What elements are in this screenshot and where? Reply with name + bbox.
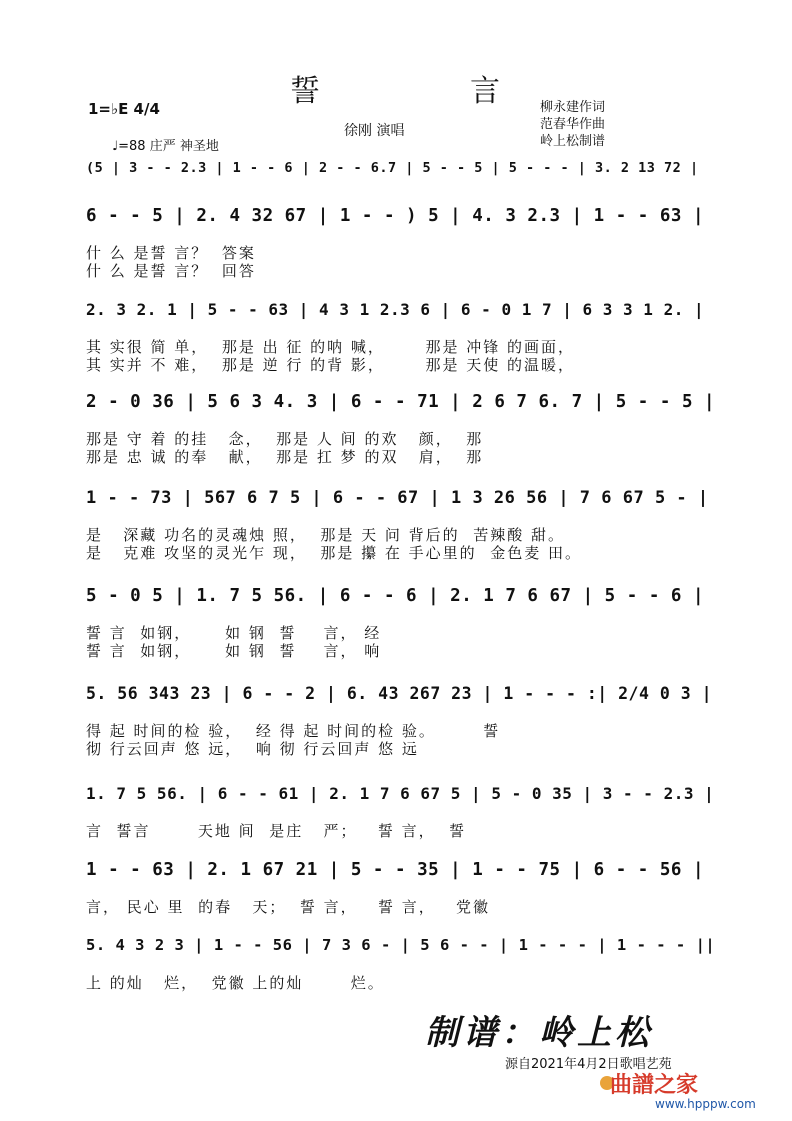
lyric-line-1: 誓 言 如钢， 如 钢 誓 言， 经	[86, 624, 382, 642]
notation-line: 6 - - 5 | 2. 4 32 67 | 1 - - ) 5 | 4. 3 2.3 | 1 - - 63 |	[86, 206, 705, 226]
lyric-line-1: 言， 民心 里 的春 天； 誓 言， 誓 言， 党徽	[86, 898, 491, 916]
notation-line: 2. 3 2. 1 | 5 - - 63 | 4 3 1 2.3 6 | 6 - 0 1 7 | 6 3 3 1 2. |	[86, 300, 705, 319]
key-signature: 1=♭E 4/4	[88, 100, 160, 118]
site-url: www.hpppw.com	[655, 1097, 756, 1111]
title-part-1: 誓	[290, 74, 320, 109]
lyric-line-2: 其 实并 不 难， 那是 逆 行 的背 影， 那是 天使 的温暖，	[86, 356, 576, 374]
arranger-credit: 岭上松制谱	[540, 134, 606, 149]
notation-line: 1 - - 63 | 2. 1 67 21 | 5 - - 35 | 1 - - 75 | 6 - - 56 |	[86, 860, 705, 880]
lyric-line-1: 是 深藏 功名的灵魂烛 照， 那是 天 问 背后的 苦辣酸 甜。	[86, 526, 565, 544]
lyric-line-1: 得 起 时间的检 验， 经 得 起 时间的检 验。 誓	[86, 722, 501, 740]
notation-line: 2 - 0 36 | 5 6 3 4. 3 | 6 - - 71 | 2 6 7 6. 7 | 5 - - 5 |	[86, 392, 716, 412]
notation-line: (5 | 3 - - 2.3 | 1 - - 6 | 2 - - 6.7 | 5 - - 5 | 5 - - - | 3. 2 13 72 |	[86, 160, 699, 176]
lyric-line-1: 言 誓言 天地 间 是庄 严； 誓 言， 誓	[86, 822, 467, 840]
notation-line: 5. 56 343 23 | 6 - - 2 | 6. 43 267 23 | 1 - - - :| 2/4 0 3 |	[86, 684, 713, 703]
lyric-line-1: 其 实很 简 单， 那是 出 征 的呐 喊， 那是 冲锋 的画面，	[86, 338, 576, 356]
signature: 制谱：岭上松	[425, 1013, 653, 1053]
lyric-line-1: 那是 守 着 的挂 念， 那是 人 间 的欢 颜， 那	[86, 430, 484, 448]
lyric-line-1: 上 的灿 烂， 党徽 上的灿 烂。	[86, 974, 385, 992]
site-logo: 曲譜之家	[610, 1073, 699, 1098]
source-note: 源自2021年4月2日歌唱艺苑	[505, 1057, 672, 1072]
notation-line: 1 - - 73 | 567 6 7 5 | 6 - - 67 | 1 3 26 56 | 7 6 67 5 - |	[86, 488, 709, 508]
lyric-line-2: 是 克难 攻坚的灵光乍 现， 那是 攥 在 手心里的 金色麦 田。	[86, 544, 582, 562]
lyric-line-2: 誓 言 如钢， 如 钢 誓 言， 响	[86, 642, 382, 660]
notation-line: 5 - 0 5 | 1. 7 5 56. | 6 - - 6 | 2. 1 7 6 67 | 5 - - 6 |	[86, 586, 705, 606]
lyricist-credit: 柳永建作词	[540, 100, 606, 115]
lyric-line-2: 彻 行云回声 悠 远， 响 彻 行云回声 悠 远	[86, 740, 419, 758]
lyric-line-2: 那是 忠 诚 的奉 献， 那是 扛 梦 的双 肩， 那	[86, 448, 484, 466]
lyric-line-2: 什 么 是誓 言？ 回答	[86, 262, 256, 280]
lyric-line-1: 什 么 是誓 言？ 答案	[86, 244, 256, 262]
composer-credit: 范春华作曲	[540, 117, 606, 132]
score-title	[290, 66, 530, 110]
singer-credit: 徐刚 演唱	[344, 123, 405, 139]
notation-line: 1. 7 5 56. | 6 - - 61 | 2. 1 7 6 67 5 | 5 - 0 35 | 3 - - 2.3 |	[86, 784, 715, 803]
tempo-marking: ♩=88 庄严 神圣地	[112, 139, 219, 154]
notation-line: 5. 4 3 2 3 | 1 - - 56 | 7 3 6 - | 5 6 - - | 1 - - - | 1 - - - ||	[86, 936, 716, 954]
title-part-2: 言	[470, 74, 500, 109]
